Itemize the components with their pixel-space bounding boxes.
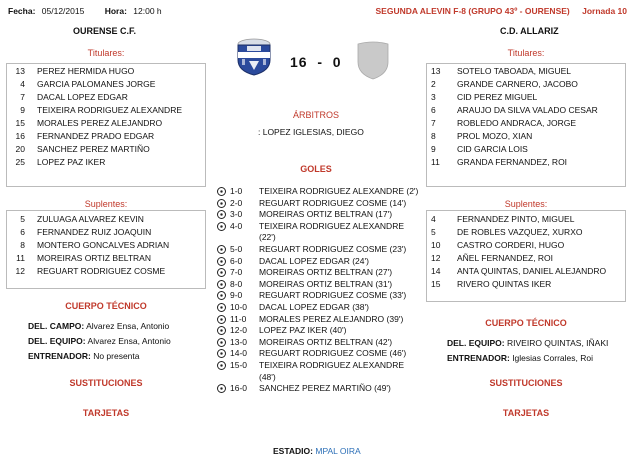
goal-minute: (22') (259, 232, 276, 243)
player-name: REGUART RODRIGUEZ COSME (37, 266, 166, 276)
player-number: 6 (431, 105, 436, 115)
soccer-ball-icon (217, 268, 226, 277)
player-number: 16 (15, 131, 25, 141)
estadio-label: ESTADIO: (273, 446, 313, 456)
goal-score: 13-0 (230, 336, 248, 347)
player-name: MORALES PEREZ ALEJANDRO (37, 118, 163, 128)
stadium-info (273, 446, 361, 456)
goal-score: 14-0 (230, 348, 248, 359)
goal-score: 6-0 (230, 255, 243, 266)
staff-role: DEL. EQUIPO: (28, 336, 86, 346)
player-number: 13 (431, 66, 441, 76)
goal-score: 9-0 (230, 290, 243, 301)
player-name: SOTELO TABOADA, MIGUEL (457, 66, 571, 76)
player-row (427, 78, 625, 91)
away-tarjetas-title: TARJETAS (502, 408, 550, 418)
goal-scorer: MORALES PEREZ ALEJANDRO (39') (259, 313, 404, 324)
player-number: 9 (20, 105, 25, 115)
player-number: 25 (15, 157, 25, 167)
estadio-link[interactable]: MPAL OIRA (315, 446, 361, 456)
player-number: 7 (20, 92, 25, 102)
goal-score: 1-0 (230, 186, 243, 196)
player-row (427, 91, 625, 104)
player-number: 7 (431, 118, 436, 128)
player-name: FERNANDEZ PRADO EDGAR (37, 131, 155, 141)
arbitro-name: : LOPEZ IGLESIAS, DIEGO (258, 127, 364, 137)
away-titulares-title: Titulares: (507, 48, 545, 58)
staff-role: ENTRENADOR: (447, 353, 510, 363)
goal-scorer: TEIXEIRA RODRIGUEZ ALEXANDRE (259, 360, 405, 370)
player-number: 12 (431, 253, 441, 263)
player-row (7, 213, 205, 226)
player-row (427, 278, 625, 291)
away-team-name: C.D. ALLARIZ (500, 26, 559, 36)
player-row (7, 239, 205, 252)
player-name: ROBLEDO ANDRACA, JORGE (457, 118, 577, 128)
player-row (427, 65, 625, 78)
home-tarjetas-title: TARJETAS (82, 408, 130, 418)
soccer-ball-icon (217, 326, 226, 335)
goles-title: GOLES (300, 164, 332, 174)
player-name: GRANDE CARNERO, JACOBO (457, 79, 578, 89)
goal-score: 2-0 (230, 197, 243, 208)
soccer-ball-icon (217, 303, 226, 312)
player-row (427, 104, 625, 117)
staff-role: DEL. CAMPO: (28, 321, 85, 331)
home-cuerpo-tecnico-title: CUERPO TÉCNICO (65, 301, 147, 311)
goal-score: 16-0 (230, 383, 248, 394)
player-name: CID PEREZ MIGUEL (457, 92, 538, 102)
player-number: 8 (431, 131, 436, 141)
goal-score: 11-0 (230, 313, 247, 324)
player-row (7, 104, 205, 117)
player-row (427, 213, 625, 226)
player-row (7, 252, 205, 265)
player-number: 6 (20, 227, 25, 237)
staff-role: DEL. EQUIPO: (447, 338, 505, 348)
goal-scorer: MOREIRAS ORTIZ BELTRAN (31') (259, 278, 393, 289)
player-row (427, 117, 625, 130)
player-number: 12 (15, 266, 25, 276)
player-number: 11 (16, 253, 25, 263)
goal-score: 12-0 (230, 325, 248, 336)
player-name: FERNANDEZ RUIZ JOAQUIN (37, 227, 152, 237)
player-number: 3 (431, 92, 436, 102)
player-name: CASTRO CORDERI, HUGO (457, 240, 565, 250)
staff-name: Alvarez Ensa, Antonio (87, 336, 171, 346)
home-team-crest-icon (232, 36, 276, 76)
player-name: AÑEL FERNANDEZ, ROI (457, 253, 554, 263)
player-name: LOPEZ PAZ IKER (37, 157, 106, 167)
goal-scorer: REGUART RODRIGUEZ COSME (46') (259, 348, 407, 359)
goal-scorer: MOREIRAS ORTIZ BELTRAN (42') (259, 336, 393, 347)
home-titulares-title: Titulares: (87, 48, 125, 58)
player-name: DACAL LOPEZ EDGAR (37, 92, 128, 102)
home-sustituciones-title: SUSTITUCIONES (69, 378, 143, 388)
home-team-name: OURENSE C.F. (73, 26, 137, 36)
player-row (427, 265, 625, 278)
player-name: PEREZ HERMIDA HUGO (37, 66, 135, 76)
soccer-ball-icon (217, 315, 226, 324)
player-row (427, 252, 625, 265)
home-suplentes-title: Suplentes: (84, 199, 128, 209)
player-row (427, 226, 625, 239)
hora-label: Hora: (104, 6, 127, 16)
goal-score: 4-0 (230, 220, 243, 231)
player-number: 10 (431, 240, 441, 250)
player-number: 15 (15, 118, 25, 128)
player-number: 20 (15, 144, 25, 154)
competition-info (376, 6, 627, 16)
goal-score: 8-0 (230, 278, 243, 289)
soccer-ball-icon (217, 210, 226, 219)
away-cuerpo-tecnico-title: CUERPO TÉCNICO (485, 318, 567, 328)
staff-row (447, 336, 627, 351)
player-row (7, 156, 205, 169)
goal-scorer: TEIXEIRA RODRIGUEZ ALEXANDRE (259, 220, 405, 231)
player-number: 11 (431, 157, 440, 167)
soccer-ball-icon (217, 384, 226, 393)
staff-row (28, 349, 208, 364)
player-name: DE ROBLES VAZQUEZ, XURXO (457, 227, 583, 237)
staff-row (447, 351, 627, 366)
player-number: 4 (431, 214, 436, 224)
player-row (7, 65, 205, 78)
home-titulares-list (6, 63, 206, 187)
soccer-ball-icon (217, 338, 226, 347)
player-row (427, 143, 625, 156)
goal-scorer: TEIXEIRA RODRIGUEZ ALEXANDRE (2') (259, 186, 419, 196)
player-row (7, 265, 205, 278)
player-row (7, 143, 205, 156)
away-sustituciones-title: SUSTITUCIONES (489, 378, 563, 388)
goal-score: 5-0 (230, 244, 243, 254)
home-staff-list (28, 319, 208, 364)
soccer-ball-icon (217, 291, 226, 300)
away-staff-list (447, 336, 627, 366)
player-row (7, 78, 205, 91)
player-row (7, 91, 205, 104)
soccer-ball-icon (217, 349, 226, 358)
player-row (427, 156, 625, 169)
away-suplentes-title: Suplentes: (504, 199, 548, 209)
player-name: GRANDA FERNANDEZ, ROI (457, 157, 568, 167)
away-team-crest-icon (356, 40, 390, 80)
goal-score: 7-0 (230, 267, 243, 278)
soccer-ball-icon (217, 257, 226, 266)
fecha-label: Fecha: (8, 6, 36, 16)
competition-name: SEGUNDA ALEVIN F-8 (GRUPO 43º - OURENSE) (375, 6, 570, 16)
player-number: 5 (20, 214, 25, 224)
away-suplentes-list (426, 210, 626, 302)
jornada: Jornada 10 (582, 6, 627, 16)
goal-scorer: SANCHEZ PEREZ MARTIÑO (49') (259, 383, 391, 394)
player-number: 15 (431, 279, 441, 289)
hora-value: 12:00 h (133, 6, 162, 16)
player-number: 5 (431, 227, 436, 237)
player-row (7, 117, 205, 130)
player-name: CID GARCIA LOIS (457, 144, 528, 154)
fecha-value: 05/12/2015 (41, 6, 85, 16)
goal-score: 3-0 (230, 209, 243, 220)
soccer-ball-icon (217, 199, 226, 208)
match-score: 16 - 0 (290, 54, 342, 70)
home-suplentes-list (6, 210, 206, 289)
player-name: RIVERO QUINTAS IKER (457, 279, 552, 289)
player-name: ZULUAGA ALVAREZ KEVIN (37, 214, 144, 224)
player-name: ARAUJO DA SILVA VALADO CESAR (457, 105, 598, 115)
player-number: 9 (431, 144, 436, 154)
player-number: 14 (431, 266, 441, 276)
player-row (7, 226, 205, 239)
goal-score: 15-0 (230, 360, 248, 370)
player-number: 2 (431, 79, 436, 89)
goal-scorer: DACAL LOPEZ EDGAR (24') (259, 255, 369, 266)
staff-row (28, 319, 208, 334)
staff-name: No presenta (93, 351, 140, 361)
staff-name: Iglesias Corrales, Roi (512, 353, 593, 363)
player-row (7, 130, 205, 143)
staff-role: ENTRENADOR: (28, 351, 91, 361)
staff-name: RIVEIRO QUINTAS, IÑAKI (507, 338, 609, 348)
goal-scorer: REGUART RODRIGUEZ COSME (33') (259, 290, 407, 301)
soccer-ball-icon (217, 222, 226, 231)
player-name: FERNANDEZ PINTO, MIGUEL (457, 214, 575, 224)
arbitros-title: ÁRBITROS (292, 110, 339, 120)
goal-scorer: DACAL LOPEZ EDGAR (38') (259, 302, 369, 312)
goal-minute: (48') (259, 371, 276, 382)
player-name: MONTERO GONCALVES ADRIAN (37, 240, 170, 250)
player-row (427, 130, 625, 143)
player-number: 13 (15, 66, 25, 76)
player-name: MOREIRAS ORTIZ BELTRAN (37, 253, 151, 263)
player-name: TEIXEIRA RODRIGUEZ ALEXANDRE (37, 105, 183, 115)
staff-name: Alvarez Ensa, Antonio (86, 321, 170, 331)
soccer-ball-icon (217, 361, 226, 370)
soccer-ball-icon (217, 245, 226, 254)
player-number: 4 (20, 79, 25, 89)
player-name: ANTA QUINTAS, DANIEL ALEJANDRO (457, 266, 607, 276)
player-name: GARCIA PALOMANES JORGE (37, 79, 156, 89)
goal-scorer: MOREIRAS ORTIZ BELTRAN (17') (259, 209, 393, 220)
goal-scorer: MOREIRAS ORTIZ BELTRAN (27') (259, 267, 393, 278)
goal-scorer: LOPEZ PAZ IKER (40') (259, 325, 347, 336)
goal-scorer: REGUART RODRIGUEZ COSME (14') (259, 197, 407, 208)
player-number: 8 (20, 240, 25, 250)
goal-scorer: REGUART RODRIGUEZ COSME (23') (259, 244, 407, 254)
away-titulares-list (426, 63, 626, 187)
soccer-ball-icon (217, 280, 226, 289)
player-name: SANCHEZ PEREZ MARTIÑO (37, 144, 150, 154)
match-info (8, 6, 166, 16)
player-name: PROL MOZO, XIAN (457, 131, 533, 141)
goal-score: 10-0 (230, 302, 248, 312)
staff-row (28, 334, 208, 349)
soccer-ball-icon (217, 187, 226, 196)
player-row (427, 239, 625, 252)
